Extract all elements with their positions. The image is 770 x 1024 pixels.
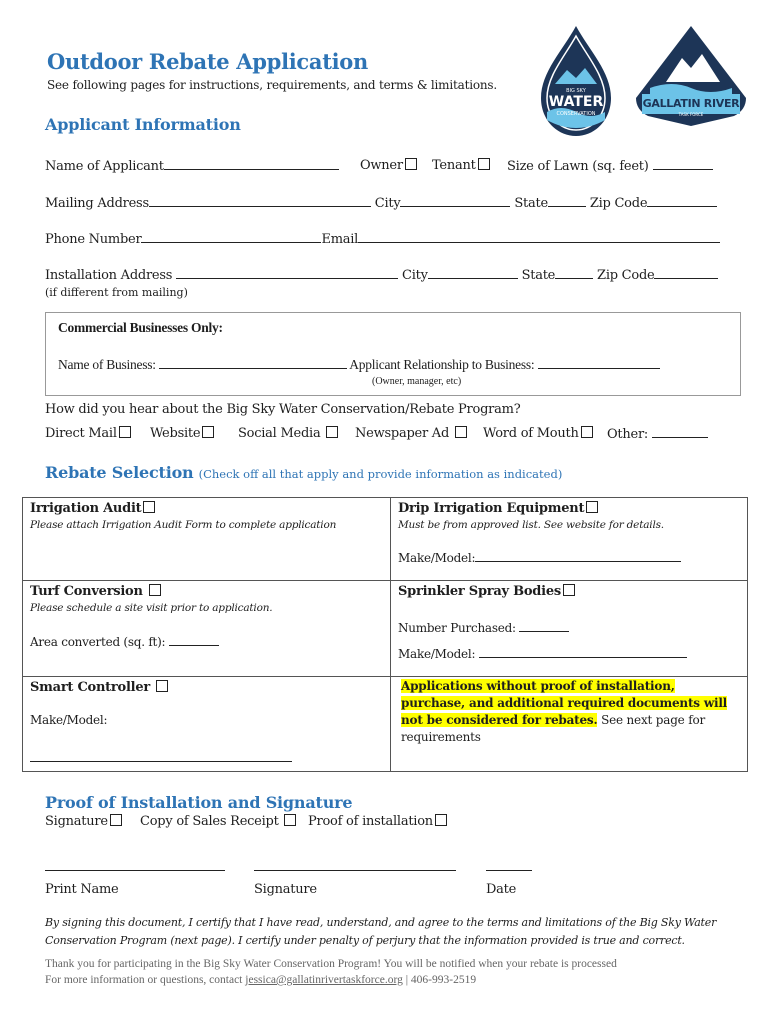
turf-area-field[interactable] [169, 634, 219, 646]
smart-make-field[interactable] [30, 752, 292, 762]
zip-label: Zip Code [589, 196, 648, 211]
install-state-label: State [521, 268, 556, 283]
proof-signature-option [45, 814, 124, 829]
page-subtitle: See following pages for instructions, requirements, and terms & limitations. [47, 78, 497, 92]
drip-make-label: Make/Model: [398, 551, 476, 565]
sprinkler-number-row [398, 620, 569, 635]
turf-row [30, 584, 163, 599]
signature-field[interactable] [254, 870, 456, 871]
footer-contact-suffix: | 406-993-2519 [402, 974, 477, 986]
hear-option-label: Direct Mail [45, 426, 117, 441]
install-cb-label: Proof of installation [308, 814, 433, 829]
install-city-field[interactable] [428, 267, 518, 279]
mailing-field[interactable] [149, 195, 371, 207]
turf-area-label: Area converted (sq. ft): [30, 635, 166, 649]
hear-option-word-of-mouth [483, 426, 595, 441]
name-label: Name of Applicant [45, 159, 164, 174]
drip-row [398, 501, 600, 516]
phone-field[interactable] [141, 231, 321, 243]
smart-row [30, 680, 170, 695]
phone-row [45, 231, 720, 247]
tenant-label: Tenant [432, 158, 476, 173]
hear-option-newspaper [355, 426, 469, 441]
proof-receipt-option [140, 814, 298, 829]
signature-cb-label: Signature [45, 814, 108, 829]
relationship-field[interactable] [538, 357, 660, 369]
turf-checkbox[interactable] [149, 584, 161, 596]
drip-label: Drip Irrigation Equipment [398, 501, 585, 516]
table-divider-vertical [390, 497, 391, 772]
state-field[interactable] [548, 195, 586, 207]
sprinkler-number-field[interactable] [519, 620, 569, 632]
owner-option [360, 158, 419, 173]
sprinkler-make-label: Make/Model: [398, 647, 476, 661]
install-label: Installation Address [45, 268, 173, 283]
rebate-note: (Check off all that apply and provide information as indicated) [198, 467, 563, 481]
state-label: State [514, 196, 548, 211]
owner-label: Owner [360, 158, 403, 173]
warning-highlight: Applications without proof of installation, purchase, and additional required documents will not be considered for rebates. [401, 679, 728, 727]
city-field[interactable] [400, 195, 510, 207]
sprinkler-label: Sprinkler Spray Bodies [398, 584, 561, 599]
tenant-checkbox[interactable] [478, 158, 490, 170]
sprinkler-make-field[interactable] [479, 646, 687, 658]
zip-field[interactable] [647, 195, 717, 207]
page-title: Outdoor Rebate Application [47, 49, 368, 74]
other-field[interactable] [652, 426, 708, 438]
irrigation-audit-checkbox[interactable] [143, 501, 155, 513]
business-field[interactable] [159, 357, 347, 369]
proof-heading: Proof of Installation and Signature [45, 793, 353, 812]
hear-question: How did you hear about the Big Sky Water Conservation/Rebate Program? [45, 402, 521, 417]
receipt-cb-label: Copy of Sales Receipt [140, 814, 279, 829]
mailing-label: Mailing Address [45, 196, 149, 211]
footer-contact-prefix: For more information or questions, contact [45, 974, 246, 986]
install-note: (if different from mailing) [45, 286, 188, 299]
hear-option-label: Social Media [238, 426, 321, 441]
print-name-field[interactable] [45, 870, 225, 871]
hear-option-label: Word of Mouth [483, 426, 579, 441]
drip-make-field[interactable] [475, 550, 681, 562]
tenant-option [432, 158, 492, 173]
install-zip-field[interactable] [654, 267, 718, 279]
website-checkbox[interactable] [202, 426, 214, 438]
install-zip-label: Zip Code [597, 268, 655, 283]
install-state-field[interactable] [555, 267, 593, 279]
table-divider-1 [22, 580, 748, 581]
smart-label: Smart Controller [30, 680, 150, 695]
email-field[interactable] [358, 231, 720, 243]
smart-checkbox[interactable] [156, 680, 168, 692]
hear-option-other [607, 426, 708, 442]
turf-area-row [30, 634, 219, 649]
direct-mail-checkbox[interactable] [119, 426, 131, 438]
hear-option-label: Newspaper Ad [355, 426, 450, 441]
footer-contact [45, 974, 476, 986]
bsw-logo-main: WATER [548, 94, 604, 110]
warning-text [401, 678, 731, 746]
drip-make-row [398, 550, 681, 565]
applicant-name-row [45, 158, 339, 174]
irrigation-audit-row [30, 501, 157, 516]
name-field[interactable] [164, 158, 339, 170]
irrigation-audit-label: Irrigation Audit [30, 501, 142, 516]
social-media-checkbox[interactable] [326, 426, 338, 438]
date-field[interactable] [486, 870, 532, 871]
rebate-heading: Rebate Selection [45, 463, 194, 482]
relationship-label: Applicant Relationship to Business: [349, 357, 535, 372]
email-label: Email [321, 232, 359, 247]
hear-option-website [150, 426, 216, 441]
install-checkbox[interactable] [435, 814, 447, 826]
business-label: Name of Business: [58, 357, 156, 372]
drip-note: Must be from approved list. See website for details. [398, 519, 664, 531]
table-divider-2 [22, 676, 748, 677]
sprinkler-checkbox[interactable] [563, 584, 575, 596]
print-name-label: Print Name [45, 882, 119, 897]
hear-option-label: Website [150, 426, 201, 441]
sprinkler-number-label: Number Purchased: [398, 621, 516, 635]
warning-rest: See next page for requirements [401, 713, 706, 744]
relationship-note: (Owner, manager, etc) [372, 376, 462, 387]
grtf-logo-sub: TASK FORCE [678, 112, 704, 117]
applicant-heading: Applicant Information [45, 115, 241, 134]
turf-note: Please schedule a site visit prior to application. [30, 602, 273, 614]
word-of-mouth-checkbox[interactable] [581, 426, 593, 438]
bsw-logo-bottom: CONSERVATION [556, 111, 596, 117]
big-sky-water-logo [533, 24, 619, 140]
lawn-row [507, 158, 713, 174]
city-label: City [374, 196, 401, 211]
install-row [45, 267, 718, 283]
commercial-heading: Commercial Businesses Only: [58, 320, 223, 335]
drip-checkbox[interactable] [586, 501, 598, 513]
smart-make-label: Make/Model: [30, 713, 108, 727]
hear-option-social-media [238, 426, 340, 441]
signature-label: Signature [254, 882, 317, 897]
owner-checkbox[interactable] [405, 158, 417, 170]
sprinkler-make-row [398, 646, 687, 661]
signature-checkbox[interactable] [110, 814, 122, 826]
grtf-logo-main: GALLATIN RIVER [642, 97, 740, 110]
install-field[interactable] [176, 267, 398, 279]
rebate-heading-row [45, 463, 562, 482]
turf-label: Turf Conversion [30, 584, 143, 599]
hear-option-direct-mail [45, 426, 133, 441]
lawn-field[interactable] [653, 158, 713, 170]
sprinkler-row [398, 584, 577, 599]
mailing-row [45, 195, 717, 211]
hear-option-label: Other: [607, 427, 649, 442]
proof-install-option [308, 814, 449, 829]
bsw-logo-top: BIG SKY [566, 88, 586, 94]
certify-statement: By signing this document, I certify that I have read, understand, and agree to the terms and limitations of the Big Sky Water Conservation Program (next page). I certify under penalty of perjury that the information provided is true and correct. [45, 916, 717, 947]
phone-label: Phone Number [45, 232, 142, 247]
irrigation-audit-note: Please attach Irrigation Audit Form to complete application [30, 519, 337, 531]
business-row [58, 357, 660, 373]
date-label: Date [486, 882, 517, 897]
receipt-checkbox[interactable] [284, 814, 296, 826]
gallatin-river-logo [632, 24, 750, 128]
install-city-label: City [402, 268, 428, 283]
newspaper-checkbox[interactable] [455, 426, 467, 438]
footer-thanks: Thank you for participating in the Big Sky Water Conservation Program! You will be notified when your rebate is processed [45, 958, 617, 970]
lawn-label: Size of Lawn (sq. feet) [507, 159, 649, 174]
contact-email-link[interactable]: jessica@gallatinrivertaskforce.org [245, 974, 403, 986]
